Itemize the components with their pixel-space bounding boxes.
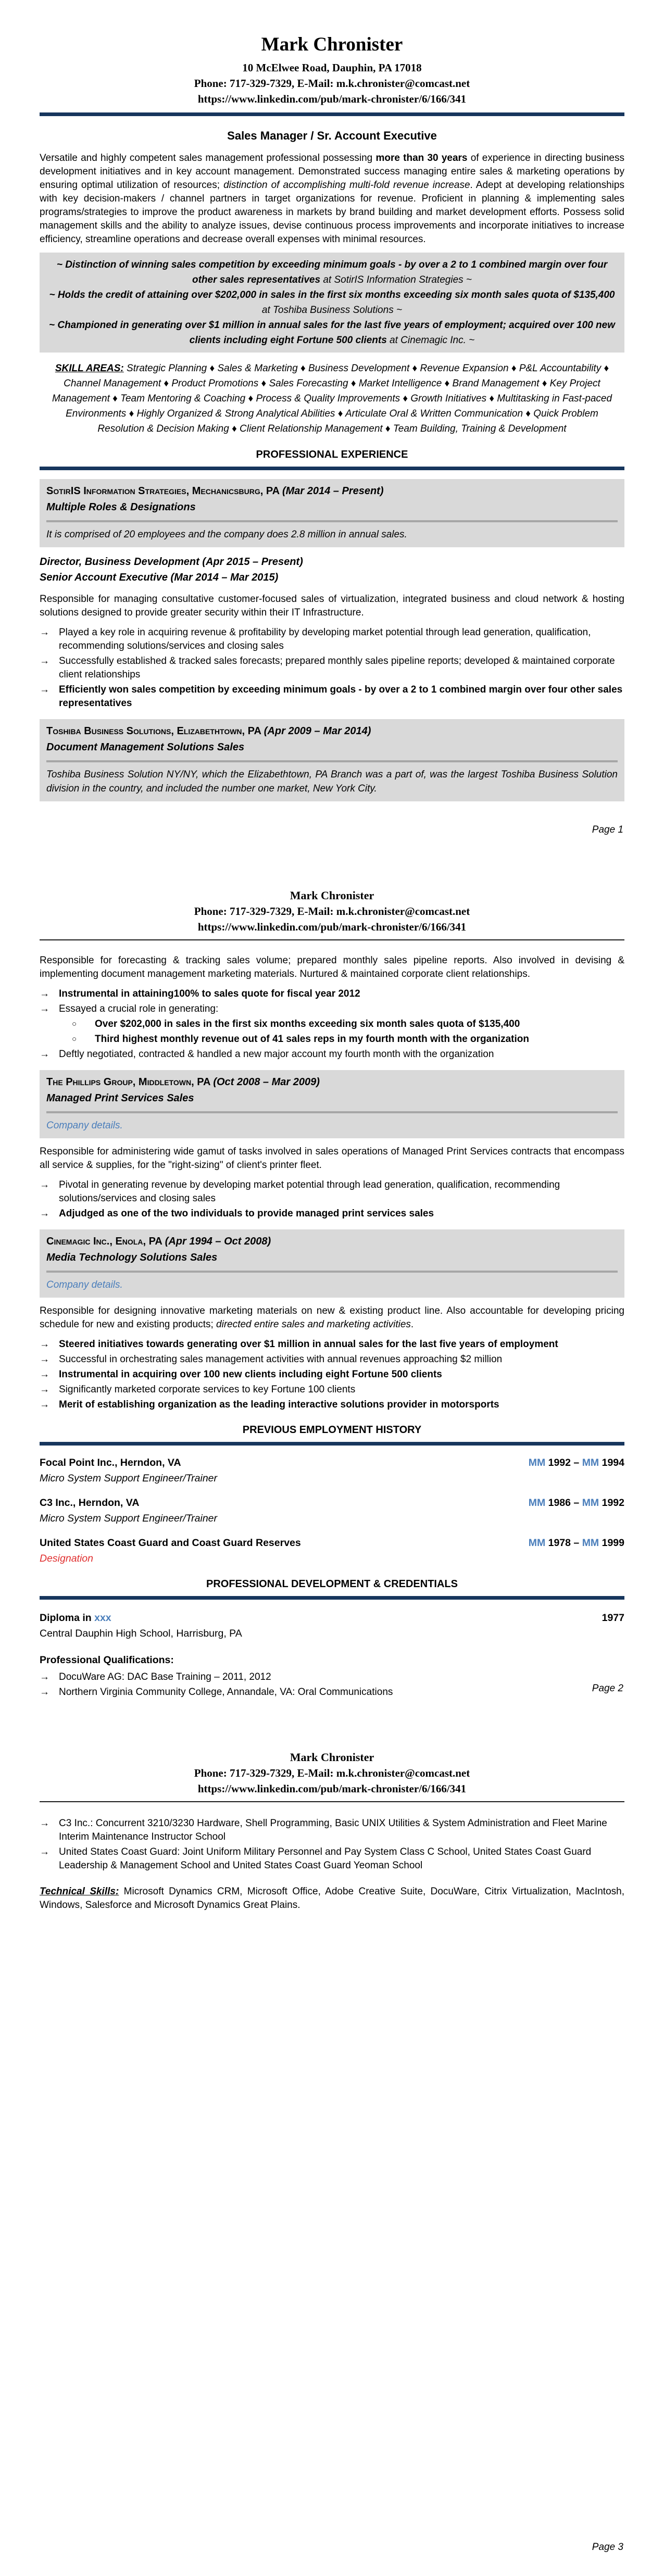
credential-year: 1977 [602, 1612, 624, 1624]
bullet-item [40, 1670, 624, 1684]
text-run: MM [528, 1537, 546, 1549]
text-run: Micro System Support Engineer/Trainer [40, 1473, 218, 1484]
text-run: Northern Virginia Community College, Annandale, VA: Oral Communications [59, 1687, 393, 1698]
text-run: It is comprised of 20 employees and the company does 2.8 million in annual sales. [46, 529, 407, 540]
arrow-bullet-icon: → [40, 988, 49, 999]
text-run: 1994 [599, 1457, 624, 1468]
company-subtitle [46, 1090, 618, 1107]
company-title [46, 723, 618, 739]
bullet-list-training [40, 1817, 624, 1873]
text-run: 1992 [599, 1497, 624, 1509]
employer-name: Focal Point Inc., Herndon, VA [40, 1457, 181, 1468]
arrow-bullet-icon: → [40, 1846, 49, 1857]
text-run: MM [528, 1497, 546, 1509]
text-run: of experience in directing business development initiatives and in key account management. Demonstrated success managing entire sales & marketing operations by ensuring optimal utilization of resources; [40, 153, 624, 191]
text-run: Versatile and highly competent sales management professional possessing [40, 153, 376, 164]
text-run: at SotirIS Information Strategies ~ [320, 274, 472, 285]
highlight-line [47, 287, 617, 318]
linkedin-url: https://www.linkedin.com/pub/mark-chronister/6/166/341 [197, 921, 467, 933]
qualifications-heading: Professional Qualifications: [40, 1654, 174, 1666]
bullet-text [59, 1048, 624, 1061]
company-subtitle [46, 499, 618, 516]
arrow-bullet-icon: → [40, 1208, 49, 1219]
arrow-bullet-icon: → [40, 684, 49, 695]
section-heading-previous-employment: PREVIOUS EMPLOYMENT HISTORY [242, 1424, 422, 1436]
arrow-bullet-icon: → [40, 1687, 49, 1698]
company-box-divider [46, 520, 618, 522]
text-run: (Apr 2009 – Mar 2014) [264, 725, 371, 737]
bullet-item [40, 1383, 624, 1397]
employment-row [40, 1456, 624, 1469]
bullet-text [59, 1178, 624, 1205]
text-run: Successfully established & tracked sales forecasts; prepared monthly sales pipeline reports; developed & maintained corporate client relationships [59, 656, 615, 680]
text-run: ~ Championed in generating over $1 million in annual sales for the last five years of employment; acquired over 100 new clients including eight Fortune 500 clients [48, 320, 615, 346]
text-run: Deftly negotiated, contracted & handled a new major account my fourth month with the organization [59, 1049, 494, 1060]
text-run: Strategic Planning ♦ Sales & Marketing ♦ Business Development ♦ Revenue Expansion ♦ P&L Accountability ♦ Channel Management ♦ Product Promotions ♦ Sales Forecasting ♦ Market Intelligence ♦ Brand Management ♦ Key Project Management ♦ Team Mentoring & Coaching ♦ Process & Quality Improvements ♦ Growth Initiatives ♦ Multitasking in Fast-paced Environments ♦ Highly Organized & Strong Analytical Abilities ♦ Articulate Oral & Written Communication ♦ Quick Problem Resolution & Decision Making ♦ Client Relationship Management ♦ Team Building, Training & Development [52, 363, 612, 434]
highlight-line [47, 257, 617, 287]
text-run: Significantly marketed corporate services to key Fortune 100 clients [59, 1384, 356, 1395]
text-run: Microsoft Dynamics CRM, Microsoft Office, Adobe Creative Suite, DocuWare, Citrix Virtualization, MacIntosh, Windows, Salesforce and Microsoft Dynamics Great Plains. [40, 1886, 624, 1911]
company-box-divider [46, 1111, 618, 1113]
page-footer: Page 3 [592, 2542, 623, 2553]
arrow-bullet-icon: → [40, 627, 49, 638]
arrow-bullet-icon: → [40, 656, 49, 667]
phone-email-line: Phone: 717-329-7329, E-Mail: m.k.chronister@comcast.net [194, 1767, 470, 1779]
employment-dates [529, 1496, 624, 1510]
company-box-phillips [40, 1070, 624, 1138]
arrow-bullet-icon: → [40, 1339, 49, 1350]
bullet-text [59, 1817, 624, 1844]
bullet-text [59, 1686, 624, 1699]
skill-areas [42, 361, 622, 436]
bullet-item [40, 655, 624, 682]
bullet-text [59, 1353, 624, 1366]
job-role-line [40, 554, 624, 570]
header-rule [40, 1801, 624, 1802]
responsibility-paragraph: Responsible for managing consultative customer-focused sales of virtualization, integrated business and cloud network & hosting solutions designed to provide greater security within their IT Infrastructure. [40, 594, 624, 618]
bullet-item [40, 626, 624, 653]
text-run: Company details. [46, 1279, 123, 1290]
bullet-item [40, 1368, 624, 1381]
arrow-bullet-icon: → [40, 1672, 49, 1682]
header-rule [40, 939, 624, 940]
text-run: 1986 – [545, 1497, 582, 1509]
text-run: ~ Distinction of winning sales competition by exceeding minimum goals - by over a 2 to 1 combined margin over four other sales representatives [56, 259, 608, 285]
text-run: Micro System Support Engineer/Trainer [40, 1513, 218, 1524]
responsibility-paragraph: Responsible for administering wide gamut of tasks involved in sales operations of Managed Print Services contracts that encompass all service & supplies, for the "right-sizing" of client's printer fleet. [40, 1146, 624, 1171]
text-run: Company details. [46, 1120, 123, 1131]
bullet-list-phillips [40, 1178, 624, 1221]
employer-name: United States Coast Guard and Coast Guard Reserves [40, 1537, 301, 1549]
bullet-list-toshiba [40, 987, 624, 1061]
highlights-box [40, 253, 624, 353]
text-run: Toshiba Business Solutions, Elizabethtown, PA [46, 725, 264, 737]
company-box-sotiris [40, 479, 624, 547]
bullet-list-cinemagic [40, 1338, 624, 1412]
company-description [46, 768, 618, 796]
bullet-item [40, 1686, 624, 1699]
summary-paragraph [40, 152, 624, 246]
text-run: ~ Holds the credit of attaining over $202,000 in sales in the first six months exceeding six month sales quota of $135,400 [49, 290, 615, 300]
bullet-text [59, 1845, 624, 1873]
arrow-bullet-icon: → [40, 1049, 49, 1060]
credential-row [40, 1611, 624, 1625]
linkedin-url: https://www.linkedin.com/pub/mark-chronister/6/166/341 [197, 93, 467, 105]
bullet-item [40, 1338, 624, 1351]
company-description [46, 1119, 618, 1133]
page-2 [0, 859, 664, 1717]
page-1 [0, 0, 664, 859]
bullet-text [59, 1002, 624, 1016]
text-run: C3 Inc.: Concurrent 3210/3230 Hardware, Shell Programming, Basic UNIX Utilities & System Administration and Fleet Marine Interim Maintenance Instructor School [59, 1818, 607, 1842]
company-description [46, 1278, 618, 1292]
bullet-item [40, 1398, 624, 1412]
job-role-line [40, 570, 624, 585]
bullet-text [59, 683, 624, 710]
bullet-list-sotiris [40, 626, 624, 710]
text-run: MM [582, 1457, 599, 1468]
bullet-text [59, 655, 624, 682]
text-run: Efficiently won sales competition by exceeding minimum goals - by over a 2 to 1 combined margin over four other sales representatives [59, 684, 623, 709]
bullet-item [40, 683, 624, 710]
text-run: Pivotal in generating revenue by developing market potential through lead generation, qualification, recommending solutions/services and closing sales [59, 1179, 560, 1204]
circle-bullet-icon: ○ [72, 1035, 77, 1044]
text-run: distinction of accomplishing multi-fold revenue increase [223, 180, 470, 191]
text-run: Essayed a crucial role in generating: [59, 1003, 219, 1014]
text-run: 1999 [599, 1537, 624, 1549]
responsibility-paragraph: Responsible for forecasting & tracking sales volume; prepared monthly sales pipeline reports. Also involved in devising & implementing document management marketing materials. Nurtured & maintained corporate client relationships. [40, 955, 624, 979]
text-run: SKILL AREAS: [55, 363, 124, 374]
text-run: Successful in orchestrating sales management activities with annual revenues approaching $2 million [59, 1354, 503, 1365]
arrow-bullet-icon: → [40, 1384, 49, 1395]
bullet-text [95, 1017, 624, 1031]
text-run: (Oct 2008 – Mar 2009) [213, 1076, 320, 1088]
text-run: Played a key role in acquiring revenue & profitability by developing market potential through lead generation, qualification, recommending solutions/services and closing sales [59, 627, 591, 651]
text-run: The Phillips Group, Middletown, PA [46, 1076, 214, 1088]
text-run: MM [528, 1457, 546, 1468]
text-run: Adjudged as one of the two individuals to provide managed print services sales [59, 1208, 434, 1219]
text-run: Managed Print Services Sales [46, 1092, 194, 1104]
text-run: at Toshiba Business Solutions ~ [261, 305, 403, 316]
bullet-text [59, 1670, 624, 1684]
text-run: Toshiba Business Solution NY/NY, which the Elizabethtown, PA Branch was a part of, was the largest Toshiba Business Solution division in the country, and included the number one market, New York City. [46, 769, 618, 794]
company-box-divider [46, 760, 618, 762]
text-run: Over $202,000 in sales in the first six months exceeding six month sales quota of $135,400 [95, 1019, 520, 1029]
arrow-bullet-icon: → [40, 1003, 49, 1014]
text-run: 1992 – [545, 1457, 582, 1468]
bullet-item [40, 1178, 624, 1205]
employment-title [40, 1472, 624, 1486]
employer-name: C3 Inc., Herndon, VA [40, 1497, 140, 1509]
page-footer: Page 1 [592, 824, 623, 835]
text-run: Media Technology Solutions Sales [46, 1252, 218, 1263]
bullet-text [59, 626, 624, 653]
text-run: at Cinemagic Inc. ~ [386, 335, 475, 346]
role-title: Sales Manager / Sr. Account Executive [227, 129, 437, 142]
text-run: SotirIS Information Strategies, Mechanicsburg, PA [46, 485, 282, 497]
technical-skills-paragraph [40, 1885, 624, 1912]
section-heading-professional-development: PROFESSIONAL DEVELOPMENT & CREDENTIALS [206, 1578, 458, 1590]
bullet-item [40, 1048, 624, 1061]
candidate-name: Mark Chronister [261, 34, 403, 55]
candidate-name: Mark Chronister [290, 889, 374, 902]
employment-row [40, 1536, 624, 1550]
employment-dates [529, 1536, 624, 1550]
arrow-bullet-icon: → [40, 1179, 49, 1190]
text-run: Director, Business Development (Apr 2015 – Present) [40, 556, 303, 568]
text-run: Merit of establishing organization as the leading interactive solutions provider in motorsports [59, 1399, 499, 1410]
bullet-text [59, 987, 624, 1001]
text-run: Third highest monthly revenue out of 41 sales reps in my fourth month with the organization [95, 1034, 529, 1045]
employment-title [40, 1512, 624, 1526]
text-run: (Mar 2014 – Present) [282, 485, 384, 497]
page-footer: Page 2 [592, 1683, 623, 1694]
text-run: (Apr 1994 – Oct 2008) [165, 1236, 271, 1247]
text-run: more than 30 years [375, 153, 468, 164]
bullet-list-qualifications [40, 1670, 624, 1699]
bullet-text [59, 1368, 624, 1381]
text-run: MM [582, 1497, 599, 1509]
company-title [46, 483, 618, 499]
text-run: Technical Skills: [40, 1886, 119, 1897]
text-run: Cinemagic Inc., Enola, PA [46, 1236, 165, 1247]
text-run: MM [582, 1537, 599, 1549]
linkedin-url: https://www.linkedin.com/pub/mark-chronister/6/166/341 [197, 1782, 467, 1795]
text-run: Steered initiatives towards generating over $1 million in annual sales for the last five years of employment [59, 1339, 558, 1350]
company-box-divider [46, 1271, 618, 1273]
circle-bullet-icon: ○ [72, 1020, 77, 1028]
text-run: Diploma in [40, 1612, 95, 1624]
text-run: 1978 – [545, 1537, 582, 1549]
bullet-item [40, 987, 624, 1001]
bullet-text [59, 1338, 624, 1351]
employment-dates [529, 1456, 624, 1469]
text-run: Multiple Roles & Designations [46, 501, 196, 513]
page-3 [0, 1717, 664, 2576]
company-title [46, 1234, 618, 1250]
bullet-text [59, 1398, 624, 1412]
employment-title [40, 1552, 624, 1566]
phone-email-line: Phone: 717-329-7329, E-Mail: m.k.chronister@comcast.net [194, 905, 470, 918]
bullet-text [59, 1207, 624, 1221]
bullet-item [40, 1207, 624, 1221]
text-run: DocuWare AG: DAC Base Training – 2011, 2012 [59, 1672, 271, 1682]
address-line: 10 McElwee Road, Dauphin, PA 17018 [242, 61, 422, 74]
text-run: United States Coast Guard: Joint Uniform Military Personnel and Pay System Class C School, United States Coast Guard Leadership & Management School and United States Coast Guard Yeoman School [59, 1846, 592, 1871]
responsibility-paragraph [40, 1304, 624, 1331]
arrow-bullet-icon: → [40, 1399, 49, 1410]
text-run: . [410, 1319, 414, 1330]
bullet-item [40, 1817, 624, 1844]
text-run: Instrumental in acquiring over 100 new clients including eight Fortune 500 clients [59, 1369, 442, 1380]
phone-email-line: Phone: 717-329-7329, E-Mail: m.k.chronister@comcast.net [194, 77, 470, 90]
text-run: xxx [94, 1612, 111, 1624]
section-heading-professional-experience: PROFESSIONAL EXPERIENCE [256, 449, 408, 460]
section-divider-bar [40, 1596, 624, 1600]
highlight-line [47, 318, 617, 348]
arrow-bullet-icon: → [40, 1818, 49, 1829]
header-divider-bar [40, 112, 624, 116]
company-title [46, 1074, 618, 1090]
employment-row [40, 1496, 624, 1510]
sub-bullet-item [40, 1017, 624, 1031]
bullet-text [59, 1383, 624, 1397]
section-divider-bar [40, 467, 624, 470]
bullet-text [95, 1033, 624, 1046]
school-name: Central Dauphin High School, Harrisburg, PA [40, 1628, 242, 1639]
company-description [46, 527, 618, 542]
text-run: Instrumental in attaining100% to sales quote for fiscal year 2012 [59, 988, 360, 999]
arrow-bullet-icon: → [40, 1369, 49, 1380]
text-run: Document Management Solutions Sales [46, 742, 245, 753]
section-divider-bar [40, 1442, 624, 1446]
text-run: . Adept at developing relationships with key decision-makers / channel partners in target organizations for revenue. Proficient in planning & implementing sales programs/strategies to improve the product awareness in markets by brand building and market development efforts. Possess solid management skills and the ability to analyze issues, devise continuous process improvements and incorporate initiatives to increase efficiency, streamline operations and decrease overall expenses with minimal resources. [40, 180, 624, 245]
company-box-cinemagic [40, 1229, 624, 1298]
bullet-item [40, 1353, 624, 1366]
credential-name [40, 1611, 111, 1625]
company-subtitle [46, 1250, 618, 1266]
bullet-item [40, 1845, 624, 1873]
text-run: Senior Account Executive (Mar 2014 – Mar 2015) [40, 572, 279, 583]
company-subtitle [46, 739, 618, 756]
sub-bullet-item [40, 1033, 624, 1046]
arrow-bullet-icon: → [40, 1354, 49, 1365]
bullet-item [40, 1002, 624, 1016]
text-run: Responsible for designing innovative marketing materials on new & existing product line. Also accountable for developing pricing schedule for new and existing products; [40, 1305, 624, 1330]
text-run: directed entire sales and marketing activities [216, 1319, 411, 1330]
candidate-name: Mark Chronister [290, 1751, 374, 1764]
text-run: Designation [40, 1553, 93, 1564]
company-box-toshiba [40, 719, 624, 801]
